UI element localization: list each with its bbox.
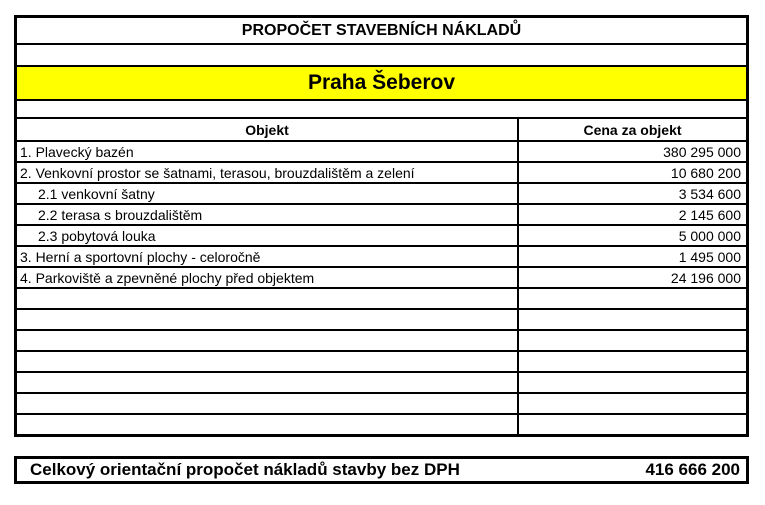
cost-table	[14, 15, 749, 437]
row-label	[17, 394, 519, 413]
row-label	[17, 310, 519, 329]
row-label: 2.1 venkovní šatny	[17, 184, 519, 203]
row-value	[519, 331, 746, 350]
table-row	[17, 373, 746, 394]
location-banner: Praha Šeberov	[17, 67, 746, 101]
row-value: 2 145 600	[678, 206, 741, 223]
row-label	[17, 373, 519, 392]
row-label: 3. Herní a sportovní plochy - celoročně	[17, 247, 519, 266]
table-row	[17, 415, 746, 434]
table-row	[17, 205, 746, 226]
table-row	[17, 226, 746, 247]
row-value: 10 680 200	[670, 164, 741, 181]
table-row	[17, 247, 746, 268]
row-value	[519, 289, 746, 308]
row-value	[519, 373, 746, 392]
table-row	[17, 142, 746, 163]
total-label: Celkový orientační propočet nákladů stavby bez DPH	[30, 460, 460, 479]
table-row	[17, 310, 746, 331]
spacer-row	[17, 45, 746, 67]
row-label: 1. Plavecký bazén	[17, 142, 519, 161]
table-row	[17, 331, 746, 352]
row-value	[519, 310, 746, 329]
row-value	[519, 415, 746, 434]
column-header-object: Objekt	[17, 119, 519, 140]
row-value: 380 295 000	[663, 143, 741, 160]
table-row	[17, 352, 746, 373]
row-label: 4. Parkoviště a zpevněné plochy před objektem	[17, 268, 519, 287]
table-header-row	[17, 119, 746, 142]
row-label	[17, 415, 519, 434]
column-header-price: Cena za objekt	[583, 121, 682, 138]
total-value: 416 666 200	[645, 460, 740, 479]
row-value: 3 534 600	[678, 185, 741, 202]
spacer-row	[17, 101, 746, 119]
row-value	[519, 394, 746, 413]
table-row	[17, 289, 746, 310]
row-label: 2.2 terasa s brouzdalištěm	[17, 205, 519, 224]
cost-sheet	[14, 15, 749, 484]
row-label: 2. Venkovní prostor se šatnami, terasou, brouzdalištěm a zelení	[17, 163, 519, 182]
table-row	[17, 268, 746, 289]
table-row	[17, 394, 746, 415]
table-row	[17, 163, 746, 184]
row-value	[519, 352, 746, 371]
row-value: 24 196 000	[670, 269, 741, 286]
row-value: 5 000 000	[678, 227, 741, 244]
row-label	[17, 331, 519, 350]
row-value: 1 495 000	[678, 248, 741, 265]
page-title: PROPOČET STAVEBNÍCH NÁKLADŮ	[17, 18, 746, 45]
row-label	[17, 352, 519, 371]
row-label	[17, 289, 519, 308]
row-label: 2.3 pobytová louka	[17, 226, 519, 245]
table-row	[17, 184, 746, 205]
total-row	[14, 456, 749, 484]
